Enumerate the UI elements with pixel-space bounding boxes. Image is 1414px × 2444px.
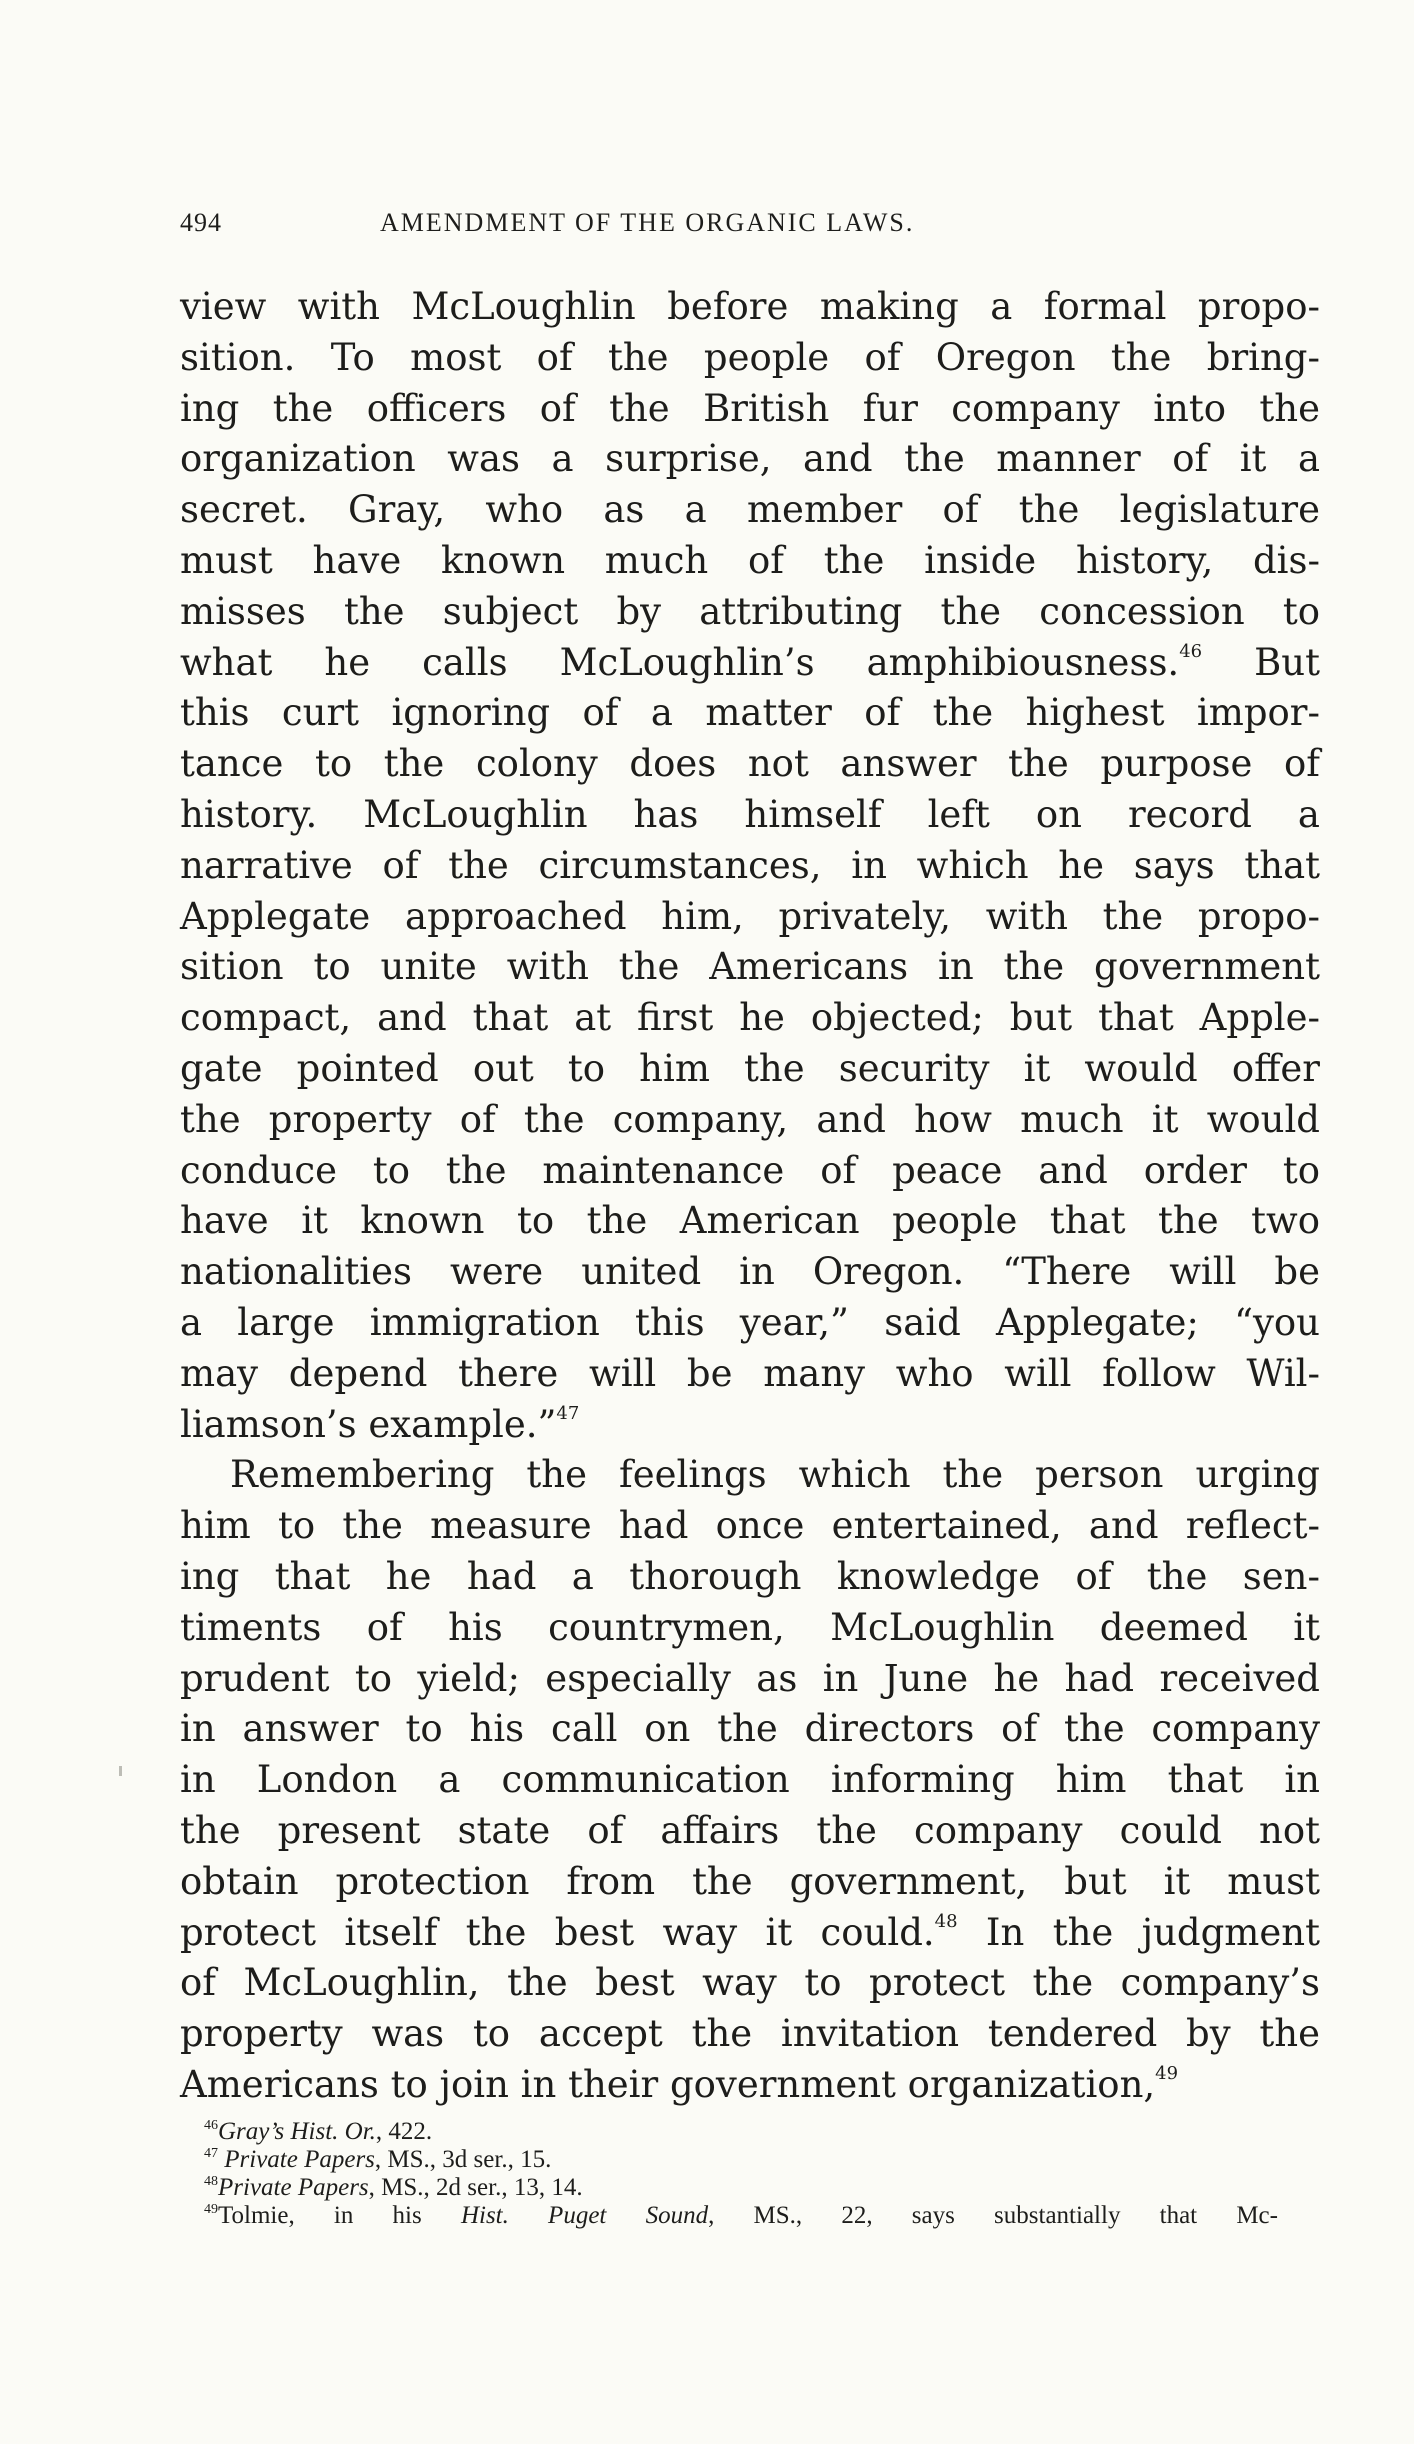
text-line: secret. Gray, who as a member of the legislature (180, 488, 1320, 532)
footnote-body (218, 2202, 1278, 2230)
text-line: the present state of affairs the company could not (180, 1808, 1320, 1852)
footnote-text: , MS., 2d ser., 13, 14. (368, 2174, 583, 2201)
footnote-ref-49[interactable]: 49 (1155, 2062, 1179, 2084)
footnote-text: , 422. (375, 2118, 433, 2145)
footnote-source: Gray’s Hist. Or. (218, 2118, 376, 2145)
text-line: obtain protection from the government, but it must (180, 1859, 1320, 1903)
text-line: ing the officers of the British fur company into the (180, 386, 1320, 430)
text-line: narrative of the circumstances, in which he says that (180, 843, 1320, 887)
footnotes (204, 2118, 1304, 2230)
text-line (180, 2060, 1320, 2111)
text-line: this curt ignoring of a matter of the highest impor- (180, 691, 1320, 735)
footnote-text: , MS., 3d ser., 15. (374, 2146, 552, 2173)
text-line: must have known much of the inside history, dis- (180, 538, 1320, 582)
text-line: property was to accept the invitation tendered by the (180, 2012, 1320, 2056)
text-line: conduce to the maintenance of peace and order to (180, 1148, 1320, 1192)
text-line: of McLoughlin, the best way to protect the company’s (180, 1961, 1320, 2005)
text-line: a large immigration this year,” said Applegate; “you (180, 1300, 1320, 1344)
text-line-part: Americans to join in their government organization, (180, 2062, 1156, 2106)
page-speck (119, 1766, 122, 1776)
text-line (180, 1400, 1320, 1451)
text-line: the property of the company, and how much it would (180, 1097, 1320, 1141)
footnote-48 (204, 2174, 1304, 2202)
running-title: AMENDMENT OF THE ORGANIC LAWS. (380, 208, 915, 237)
text-line: timents of his countrymen, McLoughlin deemed it (180, 1605, 1320, 1649)
text-line-part: In the judgment (985, 1910, 1320, 1954)
footnote-ref-46[interactable]: 46 (1179, 640, 1203, 662)
text-line: may depend there will be many who will follow Wil- (180, 1351, 1320, 1395)
text-line-part: liamson’s example.” (180, 1402, 557, 1446)
text-line: sition to unite with the Americans in the government (180, 945, 1320, 989)
footnote-source: Hist. Puget Sound (460, 2202, 709, 2229)
footnote-source: Private Papers (224, 2146, 375, 2173)
text-line: Applegate approached him, privately, with the propo- (180, 894, 1320, 938)
footnote-47 (204, 2146, 1304, 2174)
footnote-number: 48 (204, 2174, 218, 2189)
text-line-part: what he calls McLoughlin’s amphibiousness. (180, 640, 1180, 684)
text-line: in London a communication informing him that in (180, 1758, 1320, 1802)
text-line-part: protect itself the best way it could. (180, 1910, 935, 1954)
footnote-ref-47[interactable]: 47 (556, 1402, 580, 1424)
footnote-number: 47 (204, 2146, 218, 2161)
text-line: view with McLoughlin before making a formal propo- (180, 285, 1320, 328)
text-line: history. McLoughlin has himself left on record a (180, 792, 1320, 836)
footnote-ref-48[interactable]: 48 (934, 1910, 958, 1932)
footnote-49 (204, 2202, 1304, 2230)
footnote-number: 46 (204, 2118, 218, 2133)
text-line: have it known to the American people that the two (180, 1199, 1320, 1243)
text-line (180, 638, 1320, 689)
running-head (180, 208, 1120, 244)
text-line: organization was a surprise, and the manner of it a (180, 437, 1320, 481)
footnote-text: Tolmie, in his (218, 2202, 461, 2229)
text-line-part: But (1254, 640, 1320, 684)
footnote-46 (204, 2118, 1304, 2146)
text-line: misses the subject by attributing the concession to (180, 589, 1320, 633)
footnote-source: Private Papers (218, 2174, 369, 2201)
text-line: ing that he had a thorough knowledge of the sen- (180, 1554, 1320, 1598)
text-line: him to the measure had once entertained, and reflect- (180, 1504, 1320, 1548)
text-line (180, 1908, 1320, 1959)
text-line: sition. To most of the people of Oregon the bring- (180, 335, 1320, 379)
page-number: 494 (180, 208, 222, 237)
text-line: compact, and that at first he objected; but that Apple- (180, 996, 1320, 1040)
text-line: Remembering the feelings which the person urging (230, 1453, 1320, 1497)
footnote-number: 49 (204, 2202, 218, 2217)
text-line: prudent to yield; especially as in June he had received (180, 1656, 1320, 1700)
footnote-text: , MS., 22, says substantially that Mc- (708, 2202, 1278, 2229)
text-line: tance to the colony does not answer the purpose of (180, 742, 1320, 786)
text-line: nationalities were united in Oregon. “There will be (180, 1250, 1320, 1294)
body-text (180, 282, 1320, 2111)
text-line: gate pointed out to him the security it would offer (180, 1046, 1320, 1090)
text-line: in answer to his call on the directors of the company (180, 1707, 1320, 1751)
